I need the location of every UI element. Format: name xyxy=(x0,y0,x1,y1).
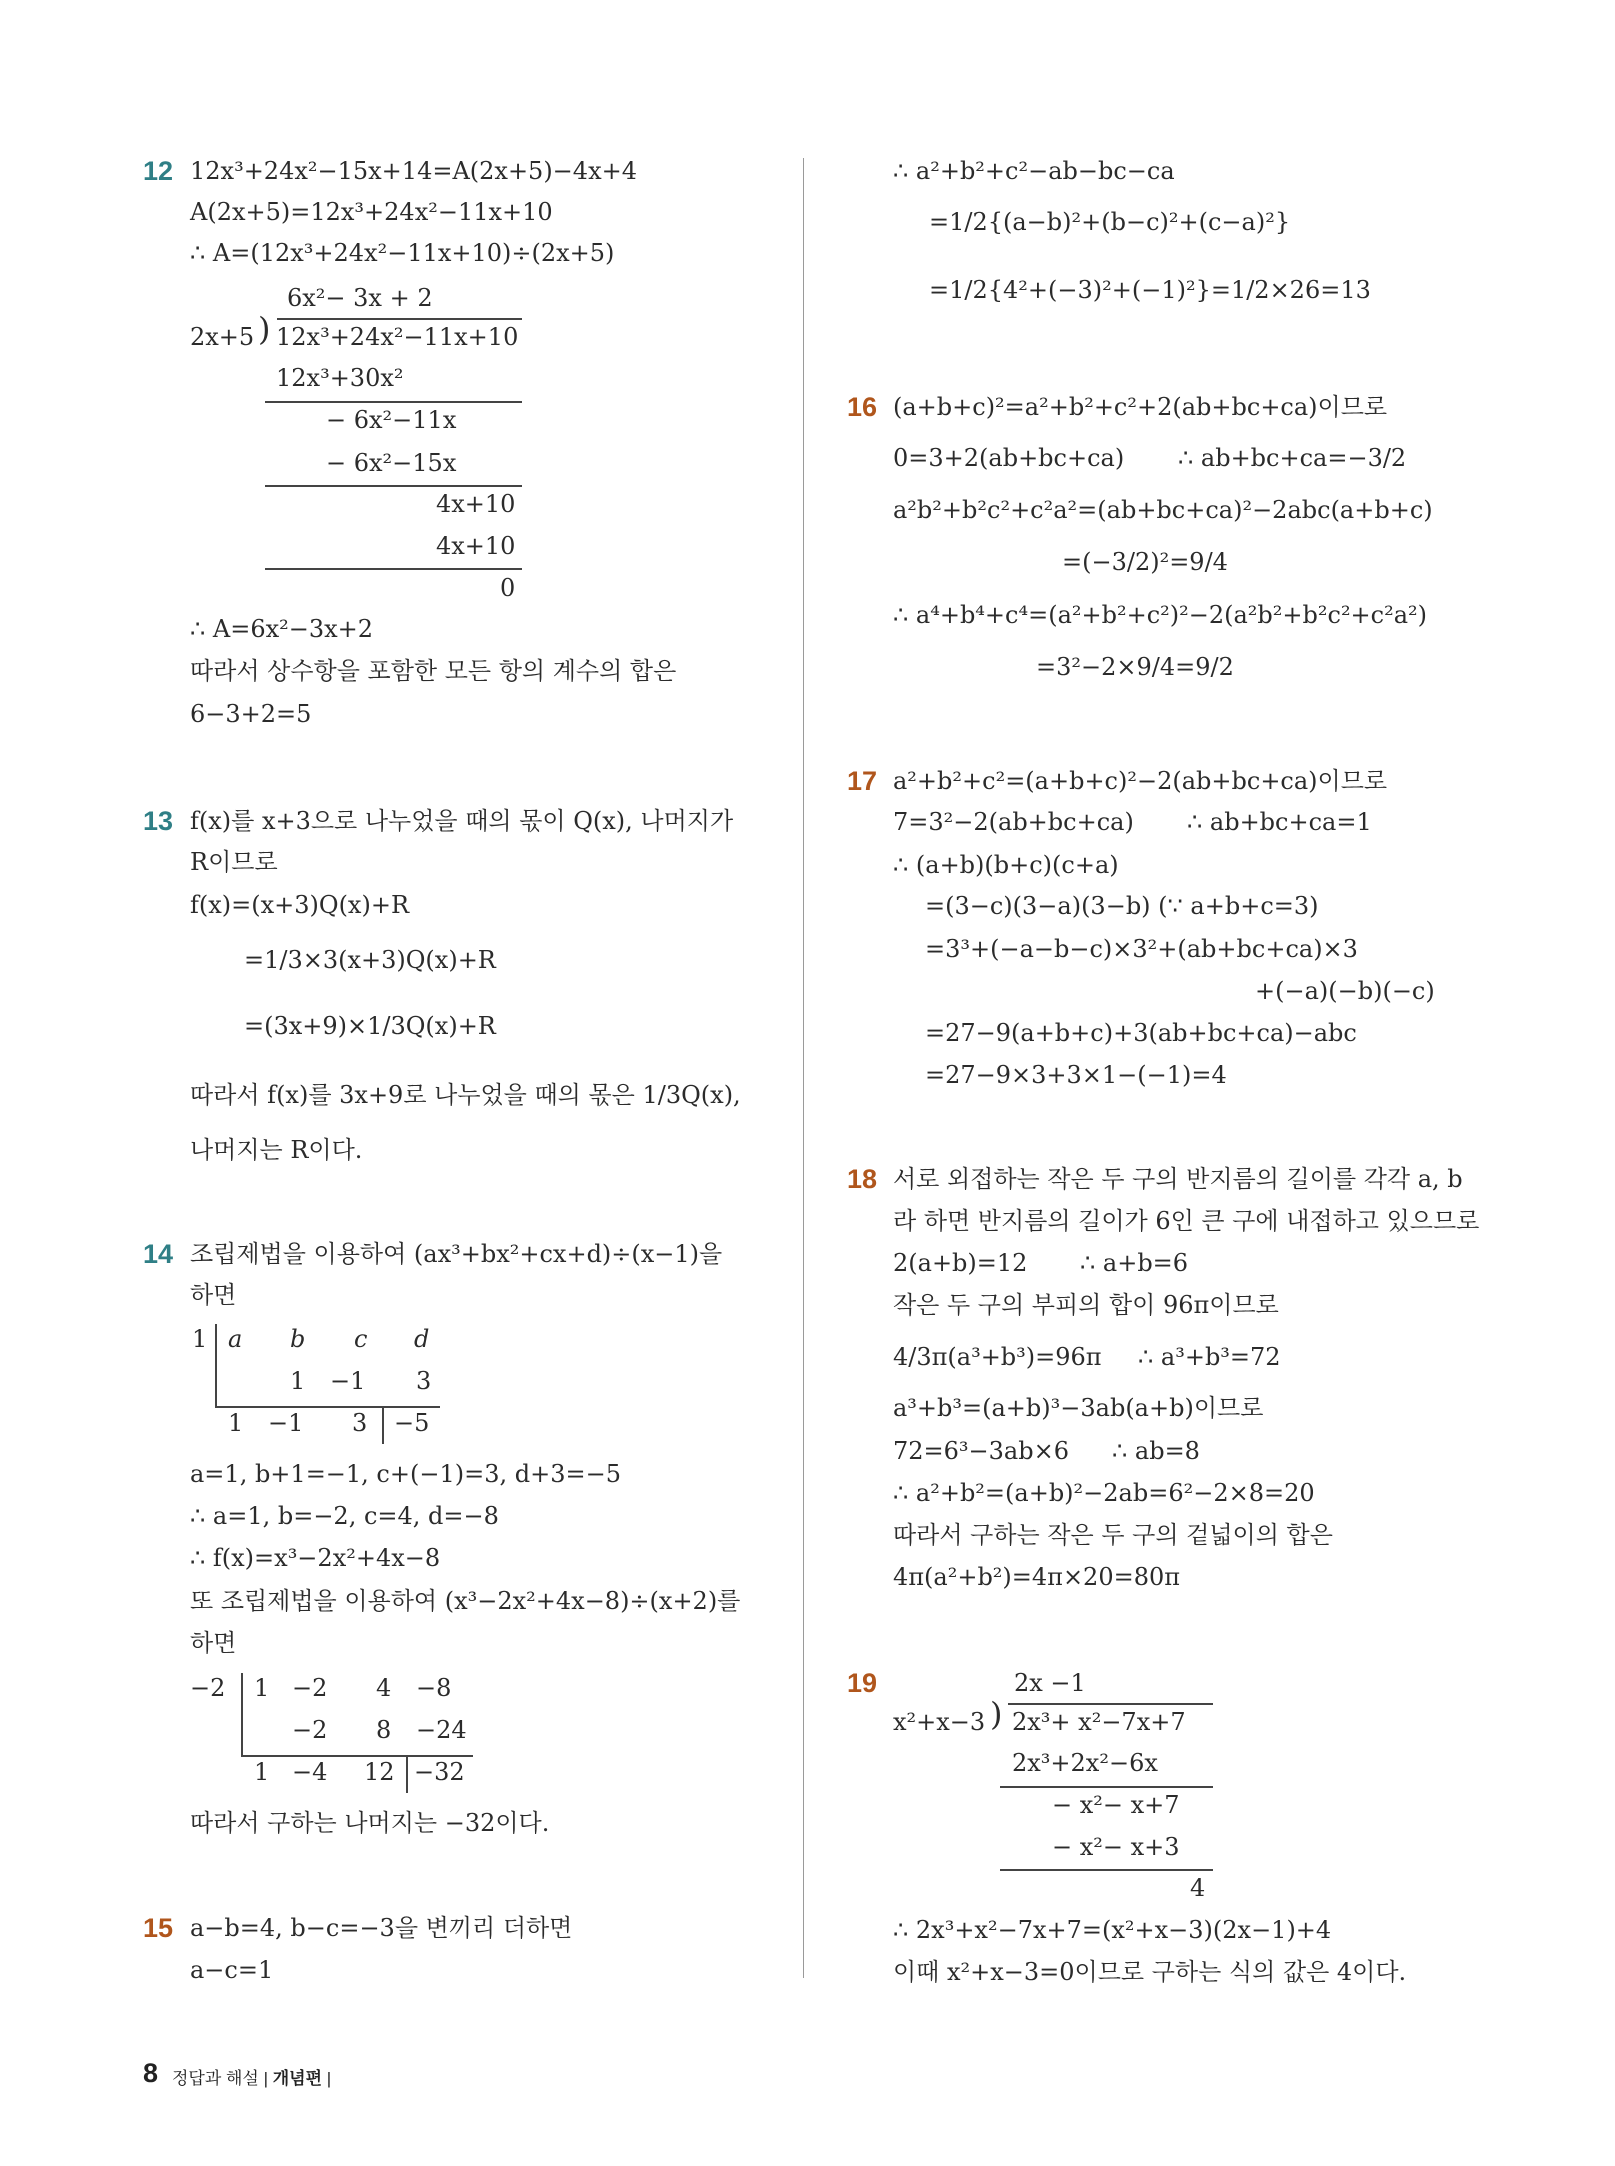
p12-line: A(2x+5)=12x³+24x²−11x+10 xyxy=(190,198,553,226)
p17-line: ∴ (a+b)(b+c)(c+a) xyxy=(893,851,1119,879)
p17-line: 7=3²−2(ab+bc+ca) xyxy=(893,808,1134,836)
p18-line: 72=6³−3ab×6 xyxy=(893,1437,1069,1465)
p19-step-rule xyxy=(1000,1786,1213,1788)
problem-number-12: 12 xyxy=(143,156,174,186)
p15-line: a−c=1 xyxy=(190,1956,274,1984)
p12-step: 4x+10 xyxy=(436,532,516,560)
p15-line: ∴ a²+b²+c²−ab−bc−ca xyxy=(893,157,1175,185)
p12-step-rule xyxy=(265,485,522,487)
p17-line: =(3−c)(3−a)(3−b) (∵ a+b+c=3) xyxy=(925,892,1319,920)
p12-line: 12x³+24x²−15x+14=A(2x+5)−4x+4 xyxy=(190,157,637,185)
p16-line: ∴ ab+bc+ca=−3/2 xyxy=(1178,444,1407,472)
p16-line: =3²−2×9/4=9/2 xyxy=(1036,653,1234,681)
p14-line: 따라서 구하는 나머지는 −32이다. xyxy=(190,1809,550,1837)
synth1-vertical-rule xyxy=(215,1324,217,1408)
p12-step-rule xyxy=(265,401,522,403)
synth1-remainder-rule xyxy=(382,1406,384,1444)
synth2-cell: 8 xyxy=(376,1716,392,1744)
p17-line: =27−9×3+3×1−(−1)=4 xyxy=(925,1061,1227,1089)
p19-division-bar xyxy=(1008,1703,1213,1705)
p19-division-bracket: ) xyxy=(990,1695,1003,1733)
p19-step: − x²− x+3 xyxy=(1052,1833,1180,1861)
p19-quotient: 2x −1 xyxy=(1014,1669,1086,1697)
page-number: 8 xyxy=(143,2058,159,2088)
p14-line: ∴ f(x)=x³−2x²+4x−8 xyxy=(190,1544,441,1572)
p19-line: 이때 x²+x−3=0이므로 구하는 식의 값은 4이다. xyxy=(893,1958,1407,1986)
synth2-cell: −24 xyxy=(416,1716,467,1744)
synth2-cell: −2 xyxy=(292,1674,328,1702)
p12-quotient: 6x²− 3x + 2 xyxy=(287,284,433,312)
p13-line: R이므로 xyxy=(190,848,278,876)
synth2-cell: −2 xyxy=(292,1716,328,1744)
p13-line: f(x)를 x+3으로 나누었을 때의 몫이 Q(x), 나머지가 xyxy=(190,807,734,835)
p16-line: =(−3/2)²=9/4 xyxy=(1062,548,1228,576)
footer-book: 정답과 해설 xyxy=(172,2069,259,2088)
synth1-cell: b xyxy=(290,1325,306,1353)
p12-divisor: 2x+5 xyxy=(190,323,255,351)
p12-division-bracket: ) xyxy=(258,310,271,348)
p16-line: (a+b+c)²=a²+b²+c²+2(ab+bc+ca)이므로 xyxy=(893,393,1388,421)
synth1-cell: c xyxy=(354,1325,368,1353)
p16-line: 0=3+2(ab+bc+ca) xyxy=(893,444,1125,472)
synth1-root: 1 xyxy=(192,1325,208,1353)
p14-line: ∴ a=1, b=−2, c=4, d=−8 xyxy=(190,1502,499,1530)
problem-number-16: 16 xyxy=(847,392,878,422)
p18-line: 2(a+b)=12 xyxy=(893,1249,1028,1277)
column-divider xyxy=(803,158,804,1978)
p13-line: =(3x+9)×1/3Q(x)+R xyxy=(244,1012,496,1040)
p19-remainder: 4 xyxy=(1190,1874,1206,1902)
p16-line: a²b²+b²c²+c²a²=(ab+bc+ca)²−2abc(a+b+c) xyxy=(893,496,1433,524)
synth1-cell: 3 xyxy=(352,1409,368,1437)
problem-number-14: 14 xyxy=(143,1239,174,1269)
p13-line: f(x)=(x+3)Q(x)+R xyxy=(190,891,410,919)
p12-line: ∴ A=(12x³+24x²−11x+10)÷(2x+5) xyxy=(190,239,615,267)
synth1-cell: 1 xyxy=(290,1367,306,1395)
synth1-cell: 3 xyxy=(416,1367,432,1395)
p18-line: ∴ a+b=6 xyxy=(1080,1249,1189,1277)
footer-separator: | xyxy=(263,2069,268,2088)
p18-line: ∴ a³+b³=72 xyxy=(1138,1343,1281,1371)
p13-line: 나머지는 R이다. xyxy=(190,1136,363,1164)
synth2-remainder-rule xyxy=(406,1755,408,1793)
synth2-cell: 1 xyxy=(254,1674,270,1702)
p14-line: 또 조립제법을 이용하여 (x³−2x²+4x−8)÷(x+2)를 xyxy=(190,1587,741,1615)
synth2-remainder: −32 xyxy=(414,1758,465,1786)
problem-number-15: 15 xyxy=(143,1913,174,1943)
synth1-cell: −1 xyxy=(268,1409,304,1437)
p14-line: 하면 xyxy=(190,1281,237,1309)
p14-line: 조립제법을 이용하여 (ax³+bx²+cx+d)÷(x−1)을 xyxy=(190,1240,723,1268)
synth2-cell: −4 xyxy=(292,1758,328,1786)
p12-step: 12x³+30x² xyxy=(276,364,404,392)
p14-line: a=1, b+1=−1, c+(−1)=3, d+3=−5 xyxy=(190,1460,621,1488)
p18-line: ∴ ab=8 xyxy=(1112,1437,1200,1465)
p19-step: − x²− x+7 xyxy=(1052,1791,1180,1819)
p18-line: 라 하면 반지름의 길이가 6인 큰 구에 내접하고 있으므로 xyxy=(893,1207,1480,1235)
problem-number-19: 19 xyxy=(847,1668,878,1698)
p18-line: 따라서 구하는 작은 두 구의 겉넓이의 합은 xyxy=(893,1521,1333,1549)
synth1-cell: 1 xyxy=(228,1409,244,1437)
p19-step: 2x³+2x²−6x xyxy=(1012,1749,1158,1777)
p12-line: ∴ A=6x²−3x+2 xyxy=(190,615,374,643)
p18-line: 작은 두 구의 부피의 합이 96π이므로 xyxy=(893,1291,1279,1319)
synth1-cell: −1 xyxy=(330,1367,366,1395)
synth2-cell: 12 xyxy=(364,1758,395,1786)
synth2-cell: 4 xyxy=(376,1674,392,1702)
problem-number-18: 18 xyxy=(847,1164,878,1194)
p12-dividend: 12x³+24x²−11x+10 xyxy=(276,323,519,351)
p12-step: − 6x²−15x xyxy=(326,449,457,477)
p12-line: 따라서 상수항을 포함한 모든 항의 계수의 합은 xyxy=(190,657,677,685)
p19-dividend: 2x³+ x²−7x+7 xyxy=(1012,1708,1186,1736)
p19-divisor: x²+x−3 xyxy=(893,1708,986,1736)
footer-section: 개념편 xyxy=(272,2069,323,2088)
p19-step-rule xyxy=(1000,1869,1213,1871)
footer-separator: | xyxy=(326,2069,332,2088)
p13-line: =1/3×3(x+3)Q(x)+R xyxy=(244,946,496,974)
p14-line: 하면 xyxy=(190,1629,237,1657)
p13-line: 따라서 f(x)를 3x+9로 나누었을 때의 몫은 1/3Q(x), xyxy=(190,1081,741,1109)
p18-line: ∴ a²+b²=(a+b)²−2ab=6²−2×8=20 xyxy=(893,1479,1315,1507)
p15-line: a−b=4, b−c=−3을 변끼리 더하면 xyxy=(190,1914,573,1942)
p16-line: ∴ a⁴+b⁴+c⁴=(a²+b²+c²)²−2(a²b²+b²c²+c²a²) xyxy=(893,601,1428,629)
p15-line: =1/2{(a−b)²+(b−c)²+(c−a)²} xyxy=(929,208,1291,236)
p12-remainder: 0 xyxy=(500,574,516,602)
p12-step-rule xyxy=(265,568,522,570)
p18-line: 4π(a²+b²)=4π×20=80π xyxy=(893,1563,1181,1591)
p17-line: +(−a)(−b)(−c) xyxy=(1255,977,1435,1005)
synth1-cell: a xyxy=(228,1325,243,1353)
p19-line: ∴ 2x³+x²−7x+7=(x²+x−3)(2x−1)+4 xyxy=(893,1916,1332,1944)
p18-line: a³+b³=(a+b)³−3ab(a+b)이므로 xyxy=(893,1394,1264,1422)
p18-line: 서로 외접하는 작은 두 구의 반지름의 길이를 각각 a, b xyxy=(893,1165,1463,1193)
synth1-remainder: −5 xyxy=(394,1409,430,1437)
synth2-cell: 1 xyxy=(254,1758,270,1786)
p12-division-bar xyxy=(277,318,522,320)
p18-line: 4/3π(a³+b³)=96π xyxy=(893,1343,1102,1371)
synth1-cell: d xyxy=(414,1325,430,1353)
p12-step: − 6x²−11x xyxy=(326,406,457,434)
p17-line: =27−9(a+b+c)+3(ab+bc+ca)−abc xyxy=(925,1019,1357,1047)
problem-number-13: 13 xyxy=(143,806,174,836)
synth2-vertical-rule xyxy=(241,1673,243,1757)
p12-line: 6−3+2=5 xyxy=(190,700,312,728)
problem-number-17: 17 xyxy=(847,766,878,796)
p17-line: a²+b²+c²=(a+b+c)²−2(ab+bc+ca)이므로 xyxy=(893,767,1388,795)
p17-line: =3³+(−a−b−c)×3²+(ab+bc+ca)×3 xyxy=(925,935,1358,963)
p12-step: 4x+10 xyxy=(436,490,516,518)
footer-label xyxy=(172,2064,331,2089)
p17-line: ∴ ab+bc+ca=1 xyxy=(1187,808,1372,836)
synth2-root: −2 xyxy=(190,1674,226,1702)
synth2-cell: −8 xyxy=(416,1674,452,1702)
p15-line: =1/2{4²+(−3)²+(−1)²}=1/2×26=13 xyxy=(929,276,1371,304)
